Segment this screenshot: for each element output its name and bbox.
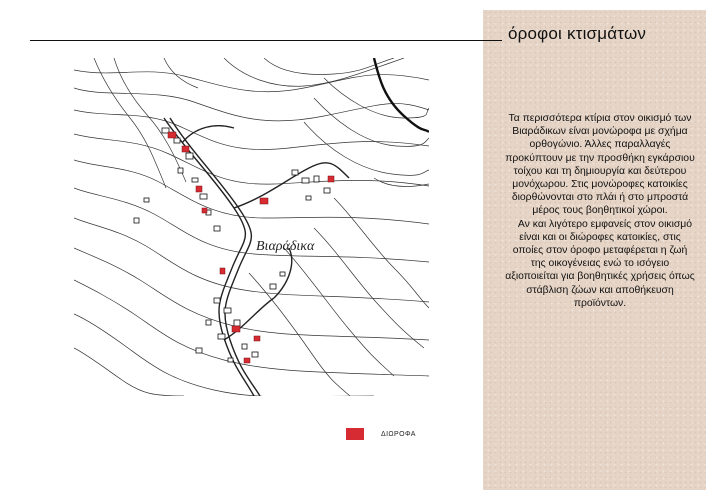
settlement-map [74,58,429,396]
page-title: όροφοι κτισμάτων [508,24,647,43]
paragraph-1: Τα περισσότερα κτίρια στον οικισμό των Βιαράδικων είναι μονώροφα με σχήμα ορθογώνιο. Άλλες παραλλαγές προκύπτουν με την προσθήκη εγκάρσιου τοίχου και τη δημιουργία και δεύτερου μονόχωρου. Στις μονώροφες κατοικίες διορθώνονται στο πλάι ή στο μπροστά μέρος τους βοηθητικοί χώροι. [505,113,695,217]
paragraph-2: Αν και λιγότερο εμφανείς στον οικισμό είναι και οι διώροφες κατοικίες, στις οποίες στον όροφο μεταφέρεται η ζωή της οικογένειας ενώ το ισόγειο αξιοποιείται για βοηθητικές χρήσεις όπως στάβλιση ζώων και αποθήκευση προϊόντων. [505,218,695,309]
description-text [505,112,695,310]
title-rule [30,40,502,41]
river [374,58,429,132]
topographic-map-svg [74,58,429,396]
place-name-label: Βιαράδικα [256,239,315,254]
legend-swatch [346,428,364,440]
contour-lines [74,58,429,396]
legend-label: ΔΙΩΡΟΦΑ [381,431,416,438]
